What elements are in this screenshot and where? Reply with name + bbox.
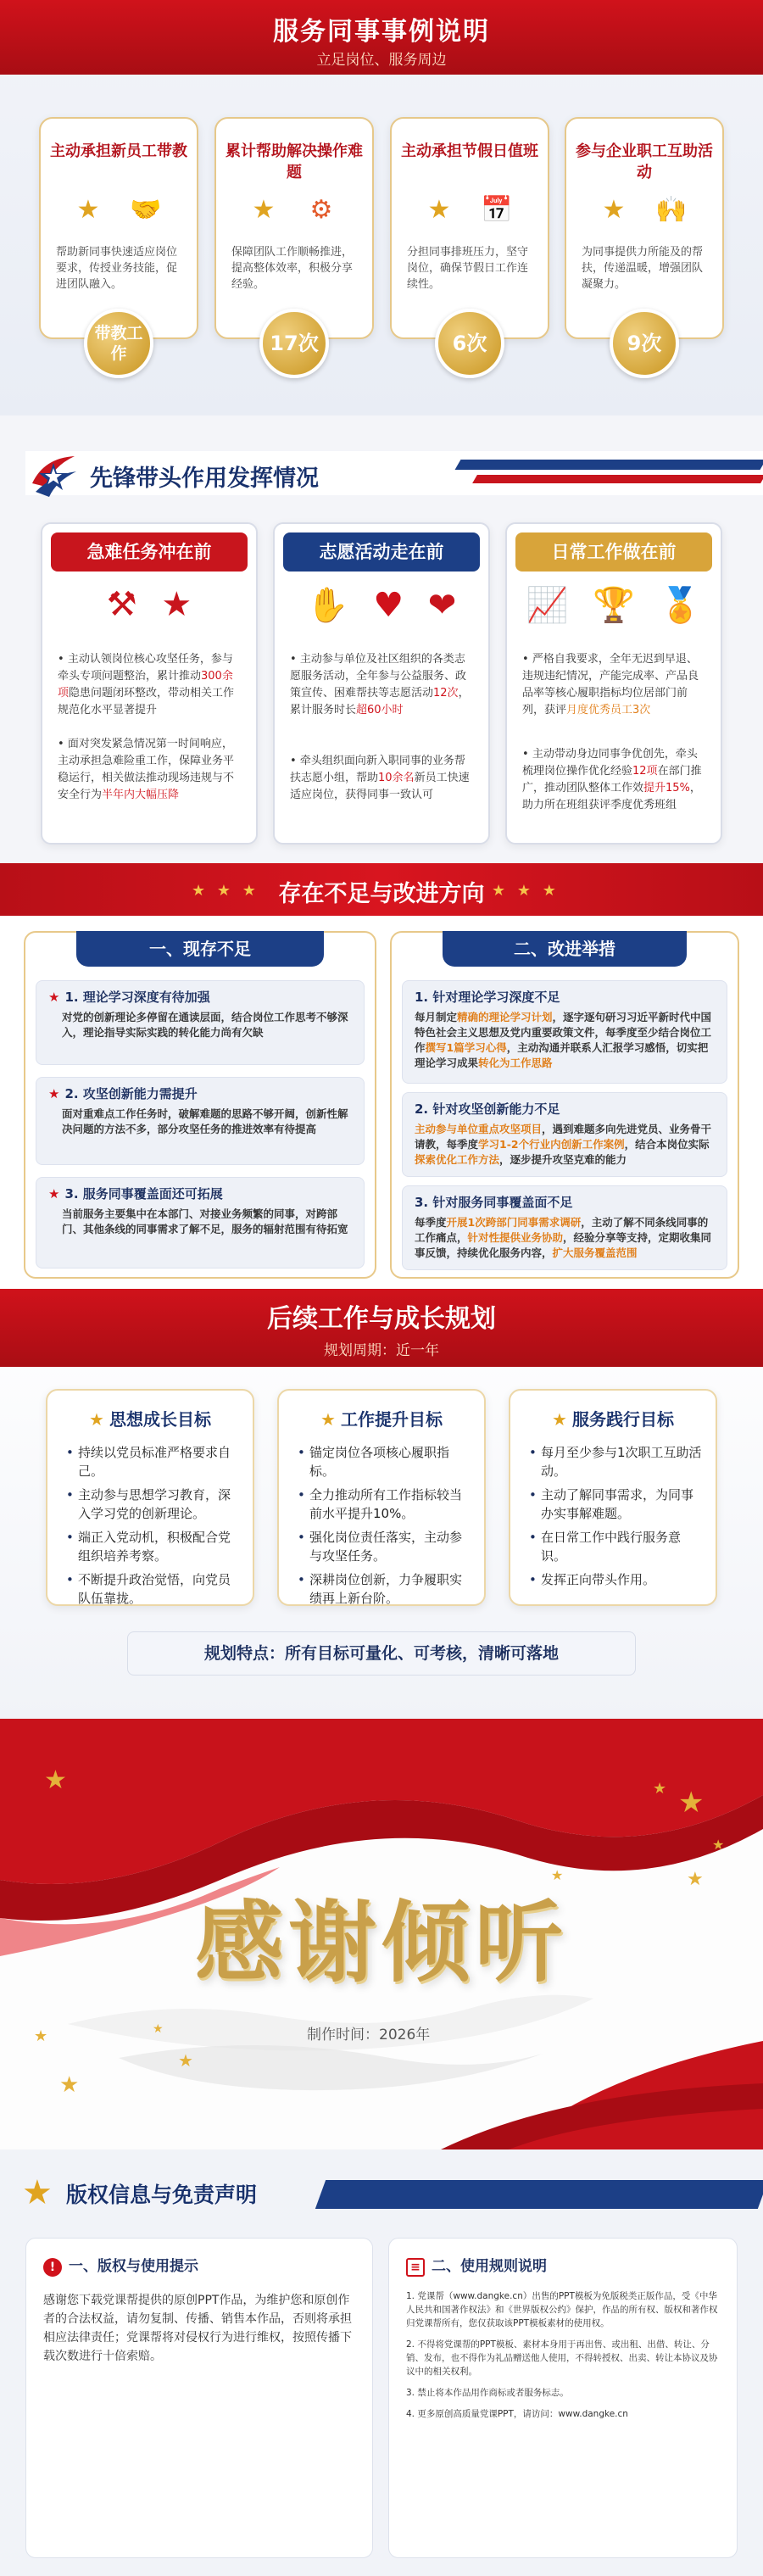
goal-list [298,1443,472,1613]
case-card [390,117,549,339]
case-card [565,117,724,339]
section-title: 版权信息与免责声明 [66,2183,258,2207]
column-icons [507,585,721,636]
card-description: 帮助新同事快速适应岗位要求，传授业务技能，促进团队融入。 [56,246,178,291]
star-icon: ★ [48,990,60,1005]
rules-list [406,2289,721,2428]
count-badge [259,309,329,378]
list-item: • 在日常工作中践行服务意识。 [529,1528,704,1565]
section-title: 先锋带头作用发挥情况 [90,466,319,492]
card-description: 分担同事排班压力，坚守岗位，确保节假日工作连续性。 [407,246,529,291]
star-icon: ★ [427,195,451,225]
star-icon: ★ [48,1086,60,1101]
issue-item [36,980,365,1065]
measure-description: 主动参与单位重点攻坚项目，遇到难题多向先进党员、业务骨干请教，每季度学习1-2个行业内创新工作案例，结合本岗位实际探索优化工作方法，逐步提升攻坚克难的能力 [415,1123,712,1166]
star-icon: ★ [76,195,100,225]
issue-title: 3. 服务同事覆盖面还可拓展 [64,1186,223,1202]
panel-header: 一、现存不足 [76,931,324,967]
list-item: • 主动了解同事需求，为同事办实事解难题。 [529,1486,704,1523]
list-item: • 端正入党动机，积极配合党组织培养考察。 [66,1528,241,1565]
section-subtitle: 立足岗位、服务周边 [316,52,447,69]
measures-panel [390,931,739,1279]
column-header: 志愿活动走在前 [283,532,480,572]
count-badge [435,309,504,378]
shortcomings-section [0,863,763,1289]
list-item: • 持续以党员标准严格要求自己。 [66,1443,241,1480]
list-item: • 发挥正向带头作用。 [529,1570,704,1589]
svg-text:★: ★ [44,1765,67,1795]
list-item: • 强化岗位责任落实，主动参与攻坚任务。 [298,1528,472,1565]
gear-icon: ⚙ [309,195,333,225]
goal-card [277,1389,486,1606]
usage-rules-box [388,2238,738,2558]
issue-item [36,1077,365,1165]
list-item: • 主动参与思想学习教育，深入学习党的创新理论。 [66,1486,241,1523]
helping-hands-icon: 🙌 [655,195,688,225]
count-badge [84,309,153,378]
issue-item [36,1177,365,1268]
growth-plan-section [0,1289,763,1719]
star-icon: ★ [22,2173,53,2212]
list-item: • 深耕岗位创新，力争履职实绩再上新台阶。 [298,1570,472,1608]
column-icons [42,585,256,636]
box-title: 二、使用规则说明 [432,2258,547,2275]
measure-title: 3. 针对服务同事覆盖面不足 [415,1195,573,1210]
list-item: • 每月至少参与1次职工互助活动。 [529,1443,704,1480]
list-item: • 全力推动所有工作指标较当前水平提升10%。 [298,1486,472,1523]
pioneer-column [273,522,490,845]
thanks-section [0,1719,763,2149]
star-icon: ★ [89,1409,104,1430]
column-header: 日常工作做在前 [515,532,712,572]
growth-chart-icon: 📈 [526,586,569,625]
section-title: 存在不足与改进方向 [278,881,485,907]
pioneer-role-section [0,415,763,863]
count-badge [610,309,679,378]
issue-description: 当前服务主要集中在本部门、对接业务频繁的同事，对跨部门、其他条线的同事需求了解不足，服务的辐射范围有待拓宽 [62,1207,348,1235]
plan-feature-note: 规划特点：所有目标可量化、可考核，清晰可落地 [127,1631,636,1676]
service-cases-section [0,0,763,415]
svg-text:★: ★ [59,2072,80,2098]
document-icon: ≡ [406,2258,425,2277]
section-header [0,0,763,75]
star-icon: ★ [320,1409,336,1430]
badge-value: 6次 [452,332,487,355]
case-card [39,117,198,339]
copyright-section [0,2149,763,2576]
list-item: 1. 党课帮（www.dangke.cn）出售的PPT模板为免版税类正版作品，受《中华人民共和国著作权法》和《世界版权公约》保护，作品的所有权、版权和著作权归党课帮所有，您仅获取该PPT模板素材的使用权。 [406,2291,718,2328]
star-emblem-icon [27,449,80,502]
column-header: 急难任务冲在前 [51,532,248,572]
handshake-icon: 🤝 [130,195,162,225]
goal-card [46,1389,254,1606]
measure-title: 2. 针对攻坚创新能力不足 [415,1101,560,1117]
issue-title: 2. 攻坚创新能力需提升 [64,1086,198,1101]
card-description: 保障团队工作顺畅推进，提高整体效率，积极分享经验。 [231,246,354,291]
copyright-notice-box [25,2238,373,2558]
production-time: 制作时间：2026年 [307,2027,431,2044]
issue-title: 1. 理论学习深度有待加强 [64,990,210,1005]
thanks-heading: 感谢倾听 [194,1890,568,1994]
measure-item [402,1092,727,1177]
box-body: 感谢您下载党课帮提供的原创PPT作品，为维护您和原创作者的合法权益，请勿复制、传播、销售本作品，否则将承担相应法律责任；党课帮将对侵权行为进行维权，按照传播下载次数进行十倍索赔。 [43,2294,352,2363]
measure-item [402,1185,727,1270]
goal-title: 工作提升目标 [340,1409,443,1430]
list-item: • 锚定岗位各项核心履职指标。 [298,1443,472,1480]
workers-icon: ⚒ [106,585,137,624]
card-description: 为同事提供力所能及的帮扶，传递温暖，增强团队凝聚力。 [582,246,704,291]
section-title: 后续工作与成长规划 [267,1304,496,1334]
column-paragraph: • 主动参与单位及社区组织的各类志愿服务活动，全年参与公益服务、政策宣传、困难帮扶等志愿活动12次，累计服务时长超60小时 [290,653,470,716]
column-icons [275,585,488,636]
issue-description: 面对重难点工作任务时，破解难题的思路不够开阔，创新性解决问题的方法不多，部分攻坚任务的推进效率有待提高 [62,1107,348,1135]
measure-title: 1. 针对理论学习深度不足 [415,990,560,1005]
warning-icon: ! [43,2258,62,2277]
badge-value: 带教工作 [94,324,143,363]
goal-list [529,1443,704,1594]
section-subtitle: 规划周期：近一年 [324,1342,439,1359]
panel-header: 二、改进举措 [443,931,687,967]
card-title: 主动承担节假日值班 [401,142,538,160]
section-title: 服务同事事例说明 [273,17,490,47]
stars-decoration-icon: ★ ★ ★ [492,882,560,900]
team-hands-icon: ✋ [306,586,349,625]
svg-text:★: ★ [712,1837,725,1853]
measure-item [402,980,727,1084]
svg-text:★: ★ [653,1780,667,1798]
badge-value: 9次 [627,332,662,355]
box-title: 一、版权与使用提示 [69,2258,198,2275]
star-icon: ★ [552,1409,567,1430]
measure-description: 每月制定精确的理论学习计划，逐字逐句研习习近平新时代中国特色社会主义思想及党内重要政策文件，每季度至少结合岗位工作撰写1篇学习心得，主动沟通并联系人汇报学习感悟，切实把理论学习成果转化为工作思路 [415,1011,712,1069]
star-icon: ★ [48,1186,60,1202]
goal-title: 思想成长目标 [109,1409,211,1430]
goal-title: 服务践行目标 [571,1409,674,1430]
issue-description: 对党的创新理论多停留在通读层面，结合岗位工作思考不够深入，理论指导实际实践的转化能力尚有欠缺 [62,1011,348,1039]
case-cards [39,117,724,371]
column-paragraph: • 面对突发紧急情况第一时间响应，主动承担急难险重工作，保障业务平稳运行，相关做法推动现场违规与不安全行为半年内大幅压降 [58,738,235,801]
star-icon: ★ [161,585,192,624]
goal-list [66,1443,241,1613]
card-title: 主动承担新员工带教 [50,142,187,160]
calendar-icon: 📅 [481,195,513,225]
list-item: 2. 不得将党课帮的PPT模板、素材本身用于再出售、或出租、出借、转让、分销、发布，也不得作为礼品赠送他人使用，不得转授权、出卖、转让本协议及协议中的相关权利。 [406,2339,718,2377]
section-header [0,863,763,916]
svg-text:★: ★ [551,1867,564,1883]
issues-panel [24,931,376,1279]
svg-text:★: ★ [153,2022,164,2036]
goal-card [509,1389,717,1606]
column-paragraph: • 牵头组织面向新入职同事的业务帮扶志愿小组，帮助10余名新员工快速适应岗位，获得同事一致认可 [290,755,470,801]
section-header [0,1289,763,1367]
trophy-icon: 🏆 [593,586,635,625]
pioneer-column [505,522,722,845]
star-icon: ★ [602,195,626,225]
star-icon: ★ [252,195,276,225]
svg-text:★: ★ [687,1869,704,1890]
stars-decoration-icon: ★ ★ ★ [192,882,259,900]
list-item: • 不断提升政治觉悟，向党员队伍靠拢。 [66,1570,241,1608]
title-bar [0,2170,763,2217]
card-title: 参与企业职工互助活动 [576,142,713,181]
heart-icon: ♥ [373,586,404,625]
svg-text:★: ★ [178,2050,193,2071]
case-card [214,117,374,339]
badge-value: 17次 [270,332,319,355]
measure-description: 每季度开展1次跨部门同事需求调研，主动了解不同条线同事的工作痛点，针对性提供业务协助，经验分享等支持，定期收集同事反馈，持续优化服务内容，扩大服务覆盖范围 [415,1216,712,1259]
svg-text:★: ★ [34,2027,48,2045]
care-hands-icon: ❤ [427,586,457,625]
column-paragraph: • 主动认领岗位核心攻坚任务，参与牵头专项问题整治，累计推动300余项隐患问题闭环整改，带动相关工作规范化水平显著提升 [58,653,235,716]
list-item: 3. 禁止将本作品用作商标或者服务标志。 [406,2388,569,2398]
medal-icon: 🏅 [659,586,702,625]
column-paragraph: • 主动带动身边同事争优创先，牵头梳理岗位操作优化经验12项在部门推广，推动团队整体工作效提升15%，助力所在班组获评季度优秀班组 [522,748,702,811]
card-title: 累计帮助解决操作难题 [226,142,363,181]
svg-text:★: ★ [678,1786,705,1820]
list-item: 4. 更多原创高质量党课PPT，请访问：www.dangke.cn [406,2409,628,2419]
column-paragraph: • 严格自我要求，全年无迟到早退、违规违纪情况，产能完成率、产品良品率等核心履职指标均位居部门前列，获评月度优秀员工3次 [522,653,699,716]
pioneer-column [41,522,258,845]
